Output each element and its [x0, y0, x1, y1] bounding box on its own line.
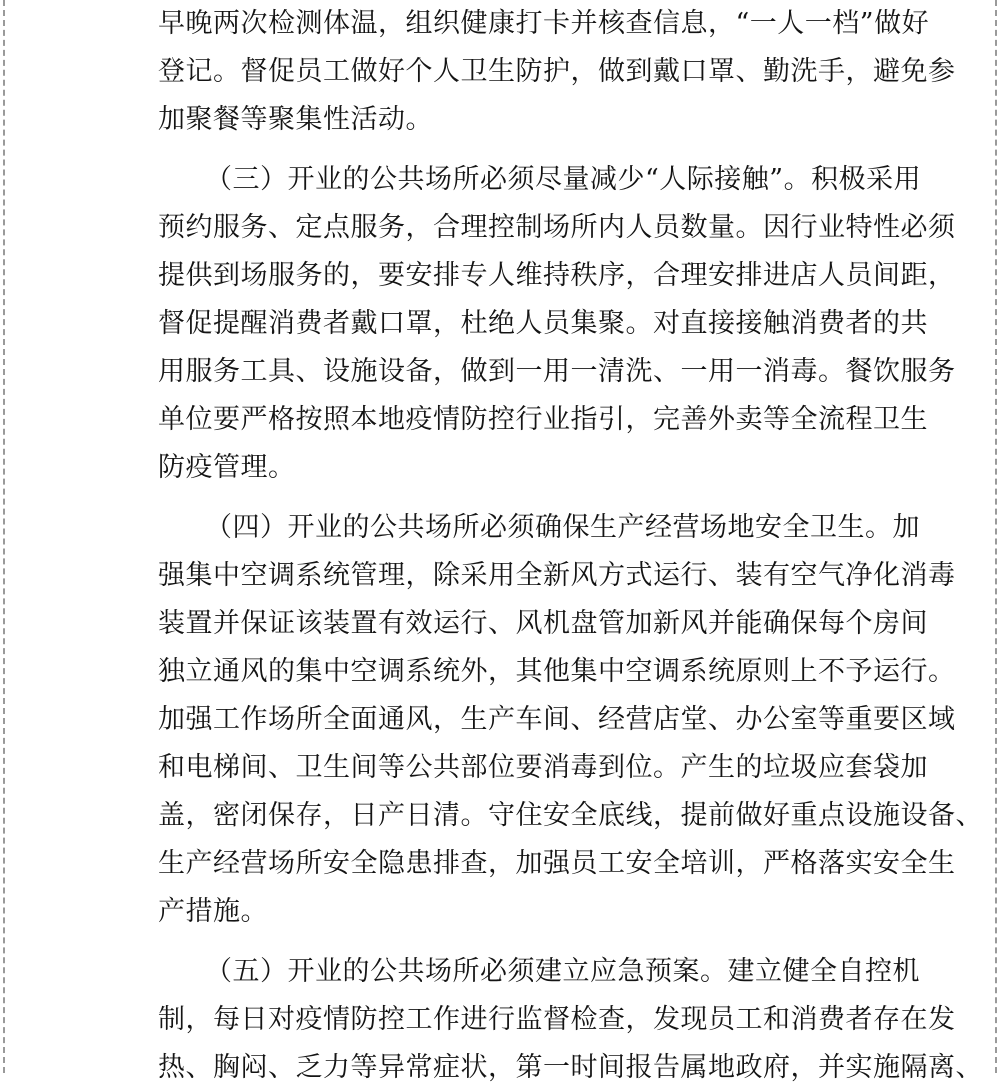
text-line: 加聚餐等聚集性活动。 [158, 104, 433, 135]
text-line: 加强工作场所全面通风，生产车间、经营店堂、办公室等重要区域 [158, 704, 956, 735]
text-line: 制，每日对疫情防控工作进行监督检查，发现员工和消费者存在发 [158, 1004, 956, 1035]
text-line: 预约服务、定点服务，合理控制场所内人员数量。因行业特性必须 [158, 212, 956, 243]
document-body [158, 0, 983, 1092]
text-line: 督促提醒消费者戴口罩，杜绝人员集聚。对直接接触消费者的共 [158, 308, 928, 339]
text-line: 单位要严格按照本地疫情防控行业指引，完善外卖等全流程卫生 [158, 404, 928, 435]
paragraph-five [158, 948, 983, 1092]
text-line: 热、胸闷、乏力等异常症状，第一时间报告属地政府，并实施隔离、 [158, 1052, 983, 1083]
text-line: 独立通风的集中空调系统外，其他集中空调系统原则上不予运行。 [158, 656, 956, 687]
paragraph-four [158, 504, 983, 936]
text-line: 登记。督促员工做好个人卫生防护，做到戴口罩、勤洗手，避免参 [158, 56, 956, 87]
text-line: （四）开业的公共场所必须确保生产经营场地安全卫生。加 [205, 512, 920, 543]
text-line: （三）开业的公共场所必须尽量减少“人际接触”。积极采用 [205, 164, 922, 195]
text-line: （五）开业的公共场所必须建立应急预案。建立健全自控机 [205, 956, 920, 987]
paragraph-continuation [158, 0, 956, 144]
text-line: 和电梯间、卫生间等公共部位要消毒到位。产生的垃圾应套袋加 [158, 752, 928, 783]
scan-edge-right [995, 0, 997, 1073]
text-line: 强集中空调系统管理，除采用全新风方式运行、装有空气净化消毒 [158, 560, 956, 591]
text-line: 装置并保证该装置有效运行、风机盘管加新风并能确保每个房间 [158, 608, 928, 639]
text-line: 用服务工具、设施设备，做到一用一清洗、一用一消毒。餐饮服务 [158, 356, 956, 387]
paragraph-three [158, 156, 956, 492]
text-line: 提供到场服务的，要安排专人维持秩序，合理安排进店人员间距， [158, 260, 956, 291]
text-line: 早晚两次检测体温，组织健康打卡并核查信息，“一人一档”做好 [158, 8, 930, 39]
text-line: 防疫管理。 [158, 452, 296, 483]
text-line: 生产经营场所安全隐患排查，加强员工安全培训，严格落实安全生 [158, 848, 956, 879]
text-line: 产措施。 [158, 896, 268, 927]
text-line: 盖，密闭保存，日产日清。守住安全底线，提前做好重点设施设备、 [158, 800, 983, 831]
scan-edge-left [3, 0, 5, 1073]
